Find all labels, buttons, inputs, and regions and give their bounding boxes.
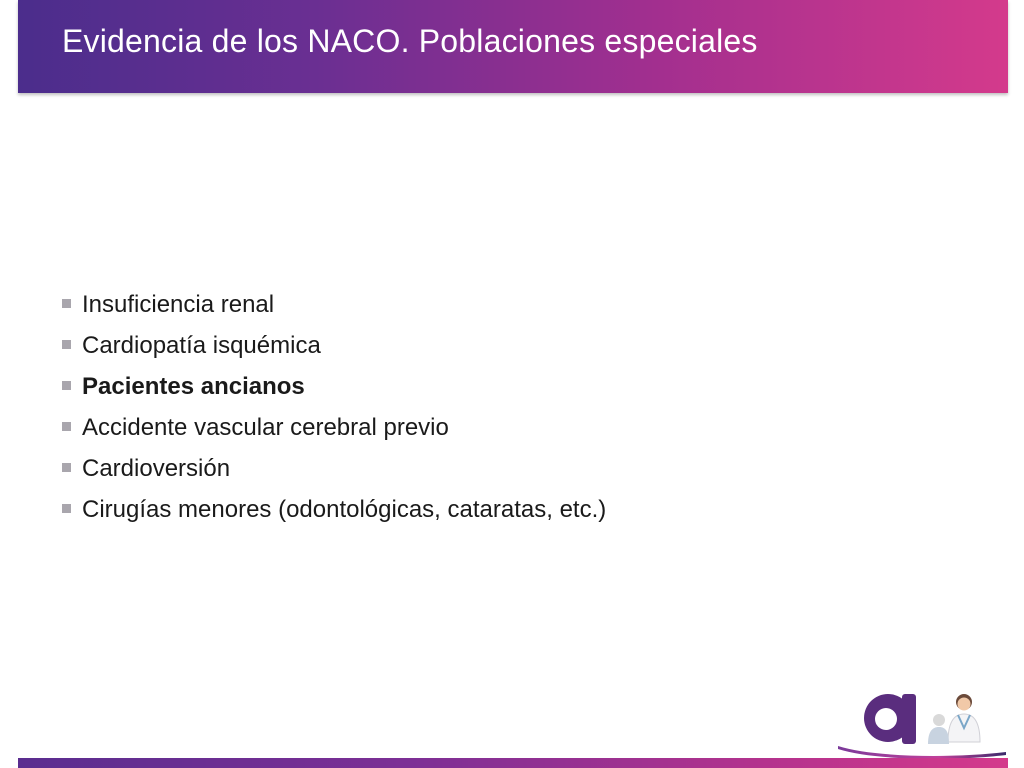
footer-bar	[18, 758, 1008, 768]
square-bullet-icon	[62, 504, 71, 513]
square-bullet-icon	[62, 422, 71, 431]
bullet-text: Cardioversión	[82, 454, 231, 482]
bullet-text: Cirugías menores (odontológicas, cataratas, etc.)	[82, 495, 607, 523]
bullet-list	[62, 284, 606, 530]
square-bullet-icon	[62, 299, 71, 308]
doctor-letter-a-logo-icon	[836, 682, 1008, 758]
bullet-item	[62, 325, 606, 366]
bullet-item	[62, 366, 606, 407]
bullet-item	[62, 407, 606, 448]
brand-logo	[836, 682, 1008, 758]
bullet-item	[62, 448, 606, 489]
square-bullet-icon	[62, 340, 71, 349]
bullet-text: Pacientes ancianos	[82, 372, 305, 400]
square-bullet-icon	[62, 463, 71, 472]
title-bar	[18, 0, 1008, 93]
bullet-text: Insuficiencia renal	[82, 290, 275, 318]
bullet-item	[62, 284, 606, 325]
square-bullet-icon	[62, 381, 71, 390]
slide-title: Evidencia de los NACO. Poblaciones especiales	[62, 23, 758, 59]
bullet-item	[62, 489, 606, 530]
bullet-text: Accidente vascular cerebral previo	[82, 413, 449, 441]
bullet-text: Cardiopatía isquémica	[82, 331, 321, 359]
